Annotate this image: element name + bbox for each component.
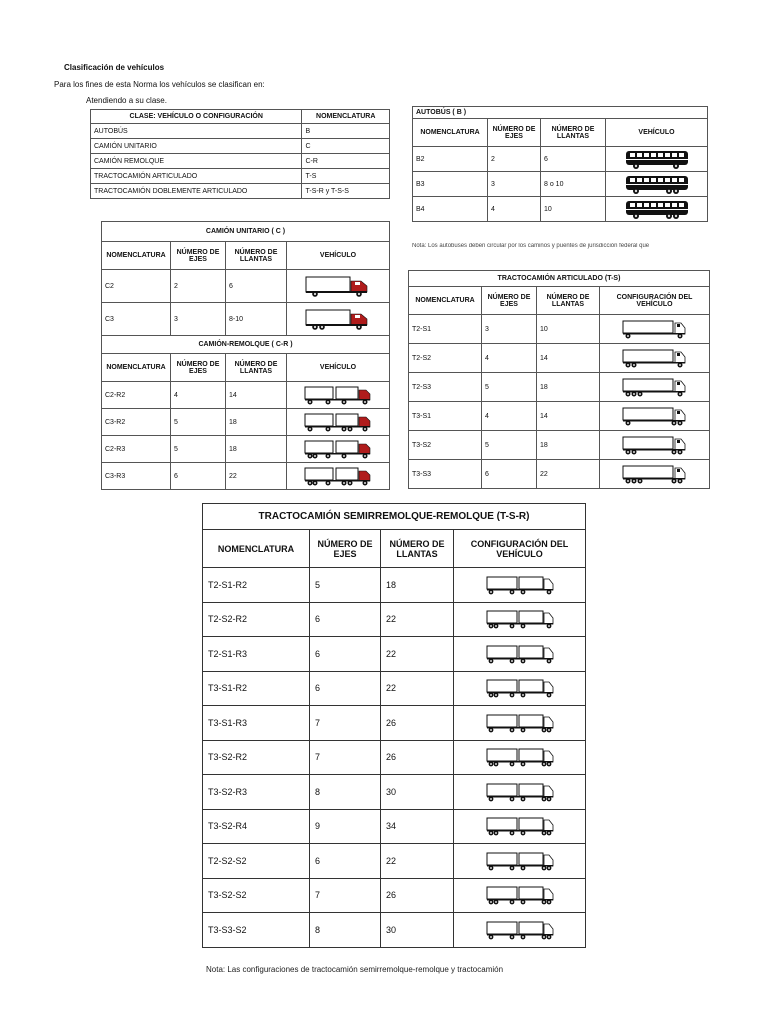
cell-nomenclatura: T3-S2: [409, 431, 482, 460]
camion-unitario-table: [101, 221, 390, 490]
cell-ejes: 5: [171, 409, 226, 436]
cell-llantas: 18: [537, 373, 600, 402]
table-row: [102, 270, 390, 303]
cell-nomenclatura: C3-R2: [102, 409, 171, 436]
truck-trailer-icon: [303, 411, 373, 433]
tsr-title: TRACTOCAMIÓN SEMIRREMOLQUE-REMOLQUE (T-S-R): [203, 504, 586, 530]
table-row: [203, 775, 586, 810]
cell-nomenclatura: T3-S3: [409, 460, 482, 489]
col-vehiculo: VEHÍCULO: [606, 119, 708, 147]
cell-vehiculo: [606, 197, 708, 222]
cell-llantas: 22: [381, 671, 454, 706]
cell-vehiculo: [454, 602, 586, 637]
tsr-table: [202, 503, 586, 948]
cell-nomenclatura: C2-R3: [102, 436, 171, 463]
cell-llantas: 22: [226, 463, 287, 490]
cell-ejes: 5: [310, 568, 381, 603]
col-llantas: NÚMERO DE LLANTAS: [541, 119, 606, 147]
col-vehiculo: VEHÍCULO: [287, 354, 390, 382]
cell-llantas: 22: [381, 844, 454, 879]
table-row: [203, 671, 586, 706]
cell-nomenclatura: T3-S3-S2: [203, 913, 310, 948]
cell-ejes: 6: [171, 463, 226, 490]
cell-value: C: [302, 139, 390, 154]
cell-ejes: 2: [488, 147, 541, 172]
cell-ejes: 8: [310, 913, 381, 948]
bus-icon: [622, 198, 692, 220]
cell-llantas: 10: [537, 315, 600, 344]
cell-nomenclatura: CAMIÓN REMOLQUE: [91, 154, 302, 169]
cell-nomenclatura: B2: [413, 147, 488, 172]
cell-llantas: 8 o 10: [541, 172, 606, 197]
cell-value: T-S: [302, 169, 390, 184]
cell-nomenclatura: T3-S2-R4: [203, 809, 310, 844]
col-nomenclatura: NOMENCLATURA: [203, 530, 310, 568]
clase-table: [90, 109, 390, 199]
cell-llantas: 22: [381, 637, 454, 672]
cell-vehiculo: [606, 172, 708, 197]
col-nomenclatura: NOMENCLATURA: [102, 242, 171, 270]
table-row: [409, 460, 710, 489]
cell-vehiculo: [454, 568, 586, 603]
cell-llantas: 26: [381, 878, 454, 913]
table-row: [409, 315, 710, 344]
table-row: [203, 602, 586, 637]
cell-vehiculo: [606, 147, 708, 172]
cell-vehiculo: [454, 740, 586, 775]
cell-ejes: 3: [482, 315, 537, 344]
cell-nomenclatura: AUTOBÚS: [91, 124, 302, 139]
cell-nomenclatura: T2-S2: [409, 344, 482, 373]
table-row: [409, 373, 710, 402]
cell-nomenclatura: T3-S2-S2: [203, 878, 310, 913]
box-truck-icon: [303, 308, 373, 330]
cell-value: C-R: [302, 154, 390, 169]
cell-llantas: 18: [381, 568, 454, 603]
cell-nomenclatura: T2-S1: [409, 315, 482, 344]
cell-llantas: 30: [381, 913, 454, 948]
cell-llantas: 18: [537, 431, 600, 460]
cell-llantas: 30: [381, 775, 454, 810]
cell-ejes: 7: [310, 878, 381, 913]
cell-ejes: 4: [171, 382, 226, 409]
tractor-double-trailer-icon: [485, 746, 555, 768]
cell-value: T-S-R y T-S-S: [302, 184, 390, 199]
table-row: [203, 913, 586, 948]
col-nomenclatura: NOMENCLATURA: [302, 110, 390, 124]
cell-llantas: 10: [541, 197, 606, 222]
cell-llantas: 14: [537, 344, 600, 373]
cell-vehiculo: [287, 436, 390, 463]
tractor-double-trailer-icon: [485, 608, 555, 630]
cell-ejes: 6: [310, 844, 381, 879]
cell-nomenclatura: TRACTOCAMIÓN DOBLEMENTE ARTICULADO: [91, 184, 302, 199]
table-row: [203, 878, 586, 913]
table-row: [409, 402, 710, 431]
table-row: [203, 637, 586, 672]
cell-vehiculo: [600, 402, 710, 431]
cell-ejes: 4: [482, 402, 537, 431]
tractor-semitrailer-icon: [620, 318, 690, 340]
table-row: [91, 139, 390, 154]
cell-vehiculo: [454, 844, 586, 879]
cell-vehiculo: [287, 409, 390, 436]
cell-nomenclatura: T3-S2-R2: [203, 740, 310, 775]
tractor-semitrailer-icon: [620, 347, 690, 369]
cell-value: B: [302, 124, 390, 139]
cell-ejes: 6: [310, 671, 381, 706]
cell-ejes: 8: [310, 775, 381, 810]
cell-vehiculo: [600, 431, 710, 460]
cell-nomenclatura: B3: [413, 172, 488, 197]
table-row: [102, 436, 390, 463]
table-row: [91, 154, 390, 169]
truck-trailer-icon: [303, 465, 373, 487]
cell-ejes: 9: [310, 809, 381, 844]
tractor-double-trailer-icon: [485, 884, 555, 906]
col-vehiculo: VEHÍCULO: [287, 242, 390, 270]
cell-vehiculo: [454, 671, 586, 706]
cell-llantas: 6: [541, 147, 606, 172]
cell-vehiculo: [454, 809, 586, 844]
table-row: [203, 809, 586, 844]
cell-nomenclatura: TRACTOCAMIÓN ARTICULADO: [91, 169, 302, 184]
cell-ejes: 6: [310, 602, 381, 637]
cell-nomenclatura: T2-S2-S2: [203, 844, 310, 879]
camion-unitario-title: CAMIÓN UNITARIO ( C ): [102, 222, 390, 242]
table-row: [409, 344, 710, 373]
cell-vehiculo: [287, 270, 390, 303]
tractor-double-trailer-icon: [485, 643, 555, 665]
table-row: [413, 147, 708, 172]
table-row: [102, 303, 390, 336]
col-clase: CLASE: VEHÍCULO O CONFIGURACIÓN: [91, 110, 302, 124]
table-row: [203, 568, 586, 603]
col-ejes: NÚMERO DE EJES: [171, 242, 226, 270]
box-truck-icon: [303, 275, 373, 297]
cell-ejes: 5: [482, 431, 537, 460]
col-llantas: NÚMERO DE LLANTAS: [226, 242, 287, 270]
cell-llantas: 6: [226, 270, 287, 303]
cell-ejes: 3: [171, 303, 226, 336]
tsr-note: Nota: Las configuraciones de tractocamión semirremolque-remolque y tractocamión: [206, 965, 504, 974]
tractor-semitrailer-icon: [620, 463, 690, 485]
table-row: [413, 197, 708, 222]
col-llantas: NÚMERO DE LLANTAS: [381, 530, 454, 568]
col-llantas: NÚMERO DE LLANTAS: [226, 354, 287, 382]
tractor-semitrailer-icon: [620, 405, 690, 427]
cell-llantas: 34: [381, 809, 454, 844]
col-ejes: NÚMERO DE EJES: [310, 530, 381, 568]
table-row: [102, 463, 390, 490]
col-configuracion: CONFIGURACIÓN DEL VEHÍCULO: [454, 530, 586, 568]
tractor-double-trailer-icon: [485, 919, 555, 941]
cell-ejes: 7: [310, 740, 381, 775]
table-row: [91, 124, 390, 139]
tractor-semitrailer-icon: [620, 434, 690, 456]
tractor-double-trailer-icon: [485, 712, 555, 734]
table-row: [91, 169, 390, 184]
cell-nomenclatura: T2-S2-R2: [203, 602, 310, 637]
cell-ejes: 4: [488, 197, 541, 222]
bus-icon: [622, 148, 692, 170]
cell-vehiculo: [600, 315, 710, 344]
subtitle-text: Atendiendo a su clase.: [86, 96, 167, 105]
cell-vehiculo: [454, 637, 586, 672]
table-row: [203, 706, 586, 741]
autobus-table: [412, 106, 708, 222]
cell-vehiculo: [287, 463, 390, 490]
tractor-double-trailer-icon: [485, 850, 555, 872]
col-ejes: NÚMERO DE EJES: [482, 287, 537, 315]
cell-ejes: 3: [488, 172, 541, 197]
cell-llantas: 26: [381, 706, 454, 741]
table-row: [413, 172, 708, 197]
cell-llantas: 18: [226, 436, 287, 463]
cell-nomenclatura: CAMIÓN UNITARIO: [91, 139, 302, 154]
intro-text: Para los fines de esta Norma los vehículos se clasifican en:: [54, 80, 265, 89]
cell-llantas: 26: [381, 740, 454, 775]
cell-llantas: 14: [226, 382, 287, 409]
tractor-double-trailer-icon: [485, 781, 555, 803]
cell-vehiculo: [600, 460, 710, 489]
autobus-title: AUTOBÚS ( B ): [413, 107, 708, 119]
cell-nomenclatura: T3-S1-R2: [203, 671, 310, 706]
col-nomenclatura: NOMENCLATURA: [102, 354, 171, 382]
ts-title: TRACTOCAMIÓN ARTICULADO (T-S): [409, 271, 710, 287]
cell-vehiculo: [454, 706, 586, 741]
truck-trailer-icon: [303, 438, 373, 460]
col-nomenclatura: NOMENCLATURA: [409, 287, 482, 315]
cell-vehiculo: [600, 373, 710, 402]
tractor-semitrailer-icon: [620, 376, 690, 398]
cell-nomenclatura: C3-R3: [102, 463, 171, 490]
col-nomenclatura: NOMENCLATURA: [413, 119, 488, 147]
col-ejes: NÚMERO DE EJES: [171, 354, 226, 382]
cell-nomenclatura: B4: [413, 197, 488, 222]
cell-vehiculo: [454, 913, 586, 948]
cell-vehiculo: [287, 382, 390, 409]
cell-llantas: 8-10: [226, 303, 287, 336]
cell-llantas: 22: [381, 602, 454, 637]
cell-ejes: 2: [171, 270, 226, 303]
cell-llantas: 22: [537, 460, 600, 489]
cell-ejes: 5: [171, 436, 226, 463]
bus-icon: [622, 173, 692, 195]
table-row: [102, 409, 390, 436]
col-configuracion: CONFIGURACIÓN DEL VEHÍCULO: [600, 287, 710, 315]
cell-vehiculo: [600, 344, 710, 373]
table-row: [91, 184, 390, 199]
cell-nomenclatura: T3-S1-R3: [203, 706, 310, 741]
cell-nomenclatura: C2-R2: [102, 382, 171, 409]
cell-ejes: 6: [482, 460, 537, 489]
cell-vehiculo: [454, 775, 586, 810]
table-row: [203, 740, 586, 775]
cell-nomenclatura: T3-S1: [409, 402, 482, 431]
cell-ejes: 5: [482, 373, 537, 402]
cell-nomenclatura: T2-S3: [409, 373, 482, 402]
cell-vehiculo: [287, 303, 390, 336]
section-title: Clasificación de vehículos: [64, 63, 165, 72]
cell-nomenclatura: T2-S1-R2: [203, 568, 310, 603]
cell-nomenclatura: C2: [102, 270, 171, 303]
tractor-double-trailer-icon: [485, 574, 555, 596]
autobus-note: Nota: Los autobuses deben circular por los caminos y puentes de jurisdicción federal que: [412, 243, 650, 249]
table-row: [203, 844, 586, 879]
tractocamion-articulado-table: [408, 270, 710, 489]
truck-trailer-icon: [303, 384, 373, 406]
cell-llantas: 18: [226, 409, 287, 436]
cell-ejes: 4: [482, 344, 537, 373]
tractor-double-trailer-icon: [485, 677, 555, 699]
cell-llantas: 14: [537, 402, 600, 431]
cell-ejes: 6: [310, 637, 381, 672]
col-llantas: NÚMERO DE LLANTAS: [537, 287, 600, 315]
cell-nomenclatura: T3-S2-R3: [203, 775, 310, 810]
cell-nomenclatura: C3: [102, 303, 171, 336]
tractor-double-trailer-icon: [485, 815, 555, 837]
cell-ejes: 7: [310, 706, 381, 741]
table-row: [102, 382, 390, 409]
cell-nomenclatura: T2-S1-R3: [203, 637, 310, 672]
table-row: [409, 431, 710, 460]
col-ejes: NÚMERO DE EJES: [488, 119, 541, 147]
cell-vehiculo: [454, 878, 586, 913]
camion-remolque-title: CAMIÓN-REMOLQUE ( C-R ): [102, 336, 390, 354]
